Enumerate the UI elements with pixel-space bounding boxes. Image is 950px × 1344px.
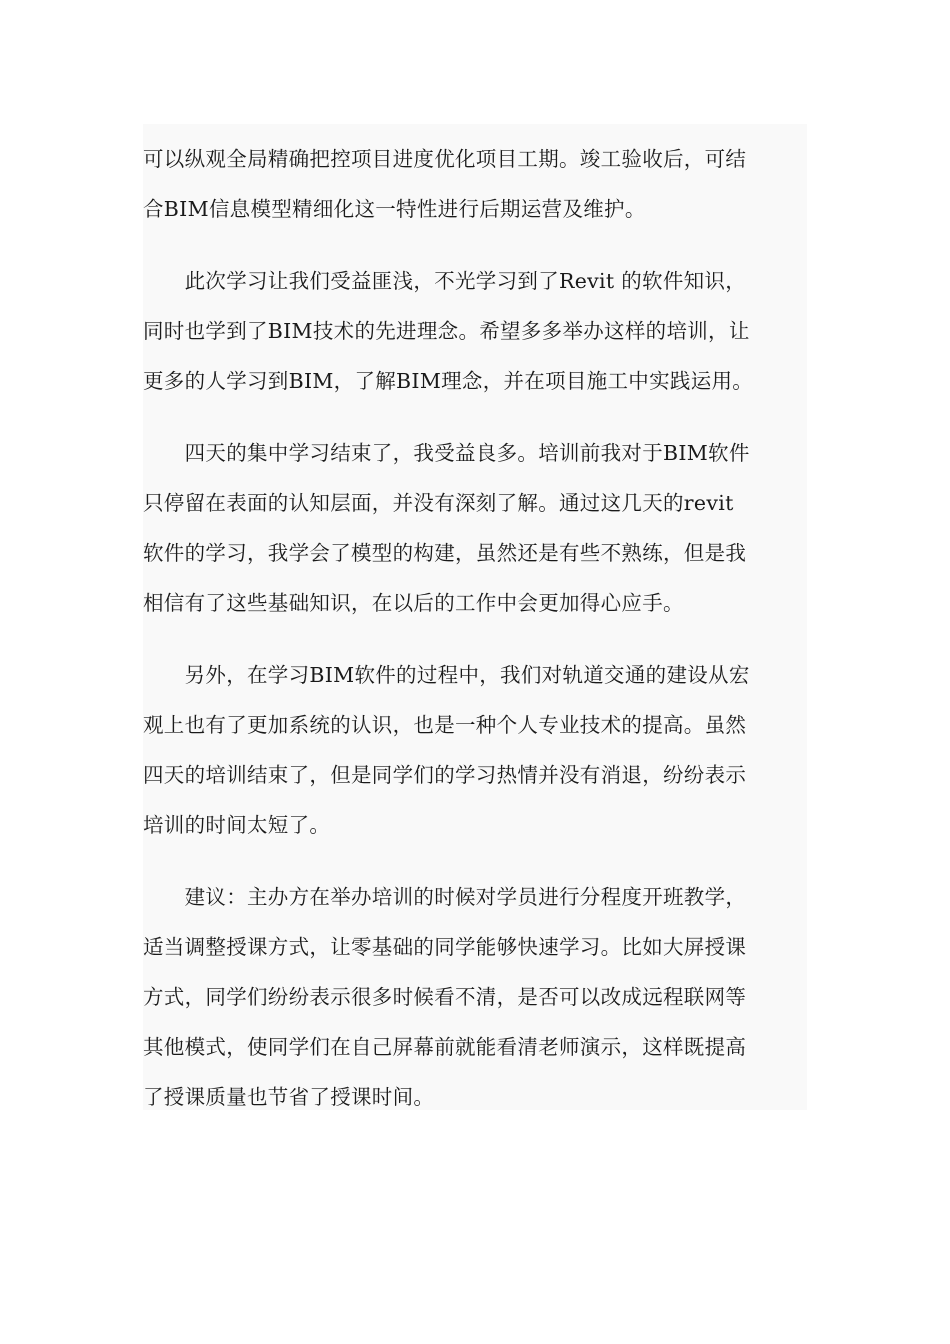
text-line: 四天的集中学习结束了，我受益良多。培训前我对于BIM软件 xyxy=(143,441,750,465)
text-line: 观上也有了更加系统的认识，也是一种个人专业技术的提高。虽然 xyxy=(143,713,747,737)
text-line: 培训的时间太短了。 xyxy=(143,813,331,837)
text-line: 可以纵观全局精确把控项目进度优化项目工期。竣工验收后，可结 xyxy=(143,147,747,171)
text-line: 只停留在表面的认知层面，并没有深刻了解。通过这几天的revit xyxy=(143,491,734,515)
text-line: 此次学习让我们受益匪浅，不光学习到了Revit 的软件知识， xyxy=(143,269,747,293)
text-line: 方式，同学们纷纷表示很多时候看不清，是否可以改成远程联网等 xyxy=(143,985,747,1009)
paragraph-gap xyxy=(143,850,807,872)
text-line: 另外，在学习BIM软件的过程中，我们对轨道交通的建设从宏 xyxy=(143,663,750,687)
paragraph-gap xyxy=(143,406,807,428)
text-line: 四天的培训结束了，但是同学们的学习热情并没有消退，纷纷表示 xyxy=(143,763,747,787)
text-line: 更多的人学习到BIM，了解BIM理念，并在项目施工中实践运用。 xyxy=(143,369,754,393)
paragraph-3 xyxy=(143,428,807,628)
text-line: 建议：主办方在举办培训的时候对学员进行分程度开班教学， xyxy=(143,885,747,909)
document-text-panel xyxy=(143,124,807,1110)
text-line: 同时也学到了BIM技术的先进理念。希望多多举办这样的培训，让 xyxy=(143,319,750,343)
paragraph-1 xyxy=(143,134,807,234)
text-line: 软件的学习，我学会了模型的构建，虽然还是有些不熟练，但是我 xyxy=(143,541,747,565)
paragraph-gap xyxy=(143,234,807,256)
text-line: 了授课质量也节省了授课时间。 xyxy=(143,1085,435,1109)
paragraph-4 xyxy=(143,650,807,850)
text-line: 相信有了这些基础知识，在以后的工作中会更加得心应手。 xyxy=(143,591,684,615)
text-line: 适当调整授课方式，让零基础的同学能够快速学习。比如大屏授课 xyxy=(143,935,747,959)
text-line: 其他模式，使同学们在自己屏幕前就能看清老师演示，这样既提高 xyxy=(143,1035,747,1059)
paragraph-2 xyxy=(143,256,807,406)
paragraph-5 xyxy=(143,872,807,1122)
text-line: 合BIM信息模型精细化这一特性进行后期运营及维护。 xyxy=(143,197,646,221)
paragraph-gap xyxy=(143,628,807,650)
